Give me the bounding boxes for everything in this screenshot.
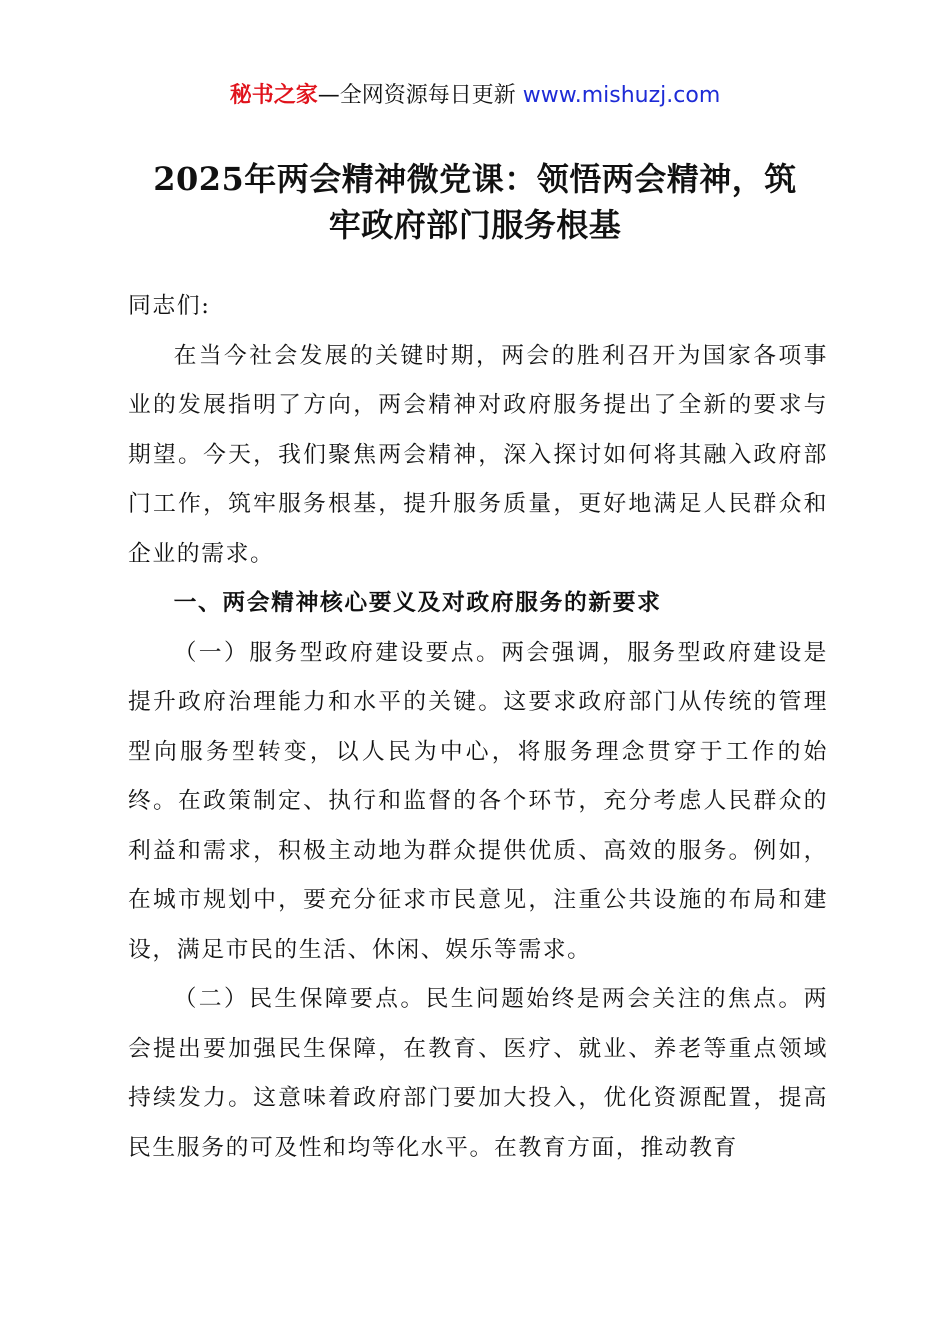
site-header: [0, 80, 950, 112]
section-paragraph-1: （一）服务型政府建设要点。两会强调，服务型政府建设是提升政府治理能力和水平的关键。这要求政府部门从传统的管理型向服务型转变，以人民为中心，将服务理念贯穿于工作的始终。在政策制定、执行和监督的各个环节，充分考虑人民群众的利益和需求，积极主动地为群众提供优质、高效的服务。例如，在城市规划中，要充分征求市民意见，注重公共设施的布局和建设，满足市民的生活、休闲、娱乐等需求。: [128, 639, 828, 963]
salutation: 同志们:: [128, 293, 211, 319]
title-line-1: 2025年两会精神微党课：领悟两会精神，筑: [153, 160, 797, 198]
site-brand: 秘书之家: [229, 83, 318, 108]
document-body: [128, 282, 828, 1173]
section-paragraph-2: （二）民生保障要点。民生问题始终是两会关注的焦点。两会提出要加强民生保障，在教育、医疗、就业、养老等重点领域持续发力。这意味着政府部门要加大投入，优化资源配置，提高民生服务的可及性和均等化水平。在教育方面，推动教育: [128, 986, 828, 1161]
document-title: [100, 156, 850, 248]
intro-paragraph: 在当今社会发展的关键时期，两会的胜利召开为国家各项事业的发展指明了方向，两会精神对政府服务提出了全新的要求与期望。今天，我们聚焦两会精神，深入探讨如何将其融入政府部门工作，筑牢服务根基，提升服务质量，更好地满足人民群众和企业的需求。: [128, 342, 828, 567]
section-heading: 一、两会精神核心要义及对政府服务的新要求: [173, 590, 662, 616]
site-slogan: —全网资源每日更新: [317, 83, 523, 108]
site-url-link[interactable]: www.mishuzj.com: [522, 83, 721, 108]
title-line-2: 牢政府部门服务根基: [328, 206, 622, 244]
